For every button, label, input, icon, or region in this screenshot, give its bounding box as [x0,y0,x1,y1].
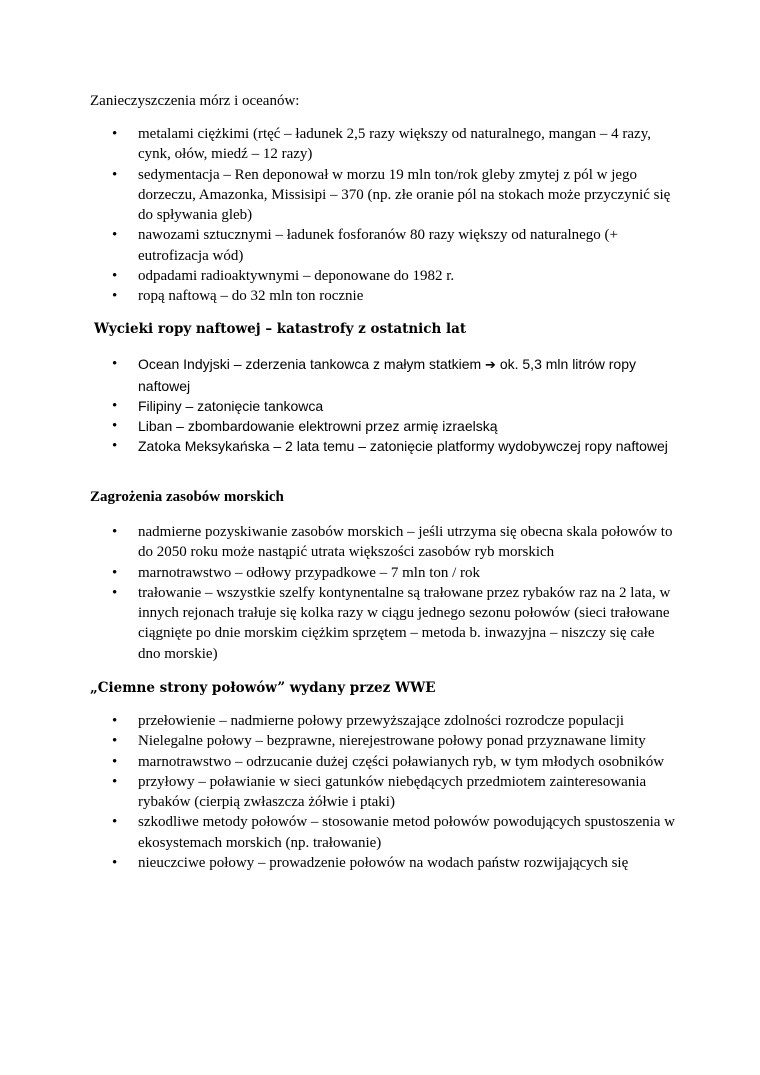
bullet-icon: • [112,814,118,831]
threats-heading: Zagrożenia zasobów morskich [90,489,284,505]
list-item [90,416,680,436]
list-item [90,124,680,165]
list-item-text: odpadami radioaktywnymi – deponowane do 1982 r. [138,268,455,285]
oil-spills-heading: Wycieki ropy naftowej – katastrofy z ostatnich lat [94,321,467,337]
list-item-text: Zatoka Meksykańska – 2 lata temu – zatonięcie platformy wydobywczej ropy naftowej [138,438,668,454]
bullet-icon: • [112,855,118,872]
list-item-text: ropą naftową – do 32 mln ton rocznie [138,288,364,305]
list-item [90,522,680,563]
list-item [90,396,680,416]
list-item-text: Filipiny – zatonięcie tankowca [138,398,324,414]
pollution-list-container [90,124,680,307]
list-item [90,266,680,286]
list-item-text: nieuczciwe połowy – prowadzenie połowów na wodach państw rozwijających się [138,855,629,872]
list-item [90,165,680,226]
list-item [90,225,680,266]
arrow-right-icon: ➔ [485,358,496,373]
list-item [90,583,680,664]
bullet-icon: • [112,584,118,601]
list-item [90,772,680,813]
bullet-icon: • [112,166,118,183]
list-item-text: trałowanie – wszystkie szelfy kontynentalne są trałowane przez rybaków raz na 2 lata, w innych rejonach trałuje się kolka razy w ciągu jednego sezonu połowów (sieci trałowane ciągnięte po dnie morskim ciężkim sprzętem – metoda b. inwazyjna – niszczy się całe dno morskie) [138,584,671,662]
list-item-text: szkodliwe metody połowów – stosowanie metod połowów powodujących spustoszenia w ekosystemach morskich (np. trałowanie) [138,814,676,851]
bullet-icon: • [112,524,118,540]
wwe-heading: „Ciemne strony połowów” wydany przez WWE [90,680,436,696]
list-item-text: Nielegalne połowy – bezprawne, nierejestrowane połowy ponad przyznawane limity [138,733,646,750]
list-item [90,853,680,873]
list-item [90,711,680,731]
bullet-icon: • [112,753,118,770]
bullet-icon: • [112,356,118,372]
bullet-icon: • [112,713,118,729]
list-item-text: Liban – zbombardowanie elektrowni przez armię izraelską [138,418,498,434]
bullet-icon: • [112,418,118,434]
list-item-text: metalami ciężkimi (rtęć – ładunek 2,5 razy większy od naturalnego, mangan – 4 razy, cynk, ołów, miedź – 12 razy) [138,126,651,163]
list-item [90,752,680,772]
bullet-icon: • [112,773,118,790]
list-item [90,731,680,751]
bullet-icon: • [112,564,118,581]
wwe-list [90,711,680,873]
list-item-text: przełowienie – nadmierne połowy przewyższające zdolności rozrodcze populacji [138,713,625,729]
list-item-text: przyłowy – poławianie w sieci gatunków niebędących przedmiotem zainteresowania rybaków (cierpią zwłaszcza żółwie i ptaki) [138,773,647,811]
bullet-icon: • [112,268,118,285]
list-item-text: marnotrawstwo – odrzucanie dużej części poławianych ryb, w tym młodych osobników [138,753,665,770]
intro-title: Zanieczyszczenia mórz i oceanów: [90,93,300,109]
list-item [90,436,680,456]
list-item-text: nadmierne pozyskiwanie zasobów morskich – jeśli utrzyma się obecna skala połowów to do 2050 roku może nastąpić utrata większości zasobów ryb morskich [138,524,673,561]
bullet-icon: • [112,733,118,750]
bullet-icon: • [112,288,118,305]
list-item [90,563,680,583]
threats-list [90,522,680,664]
list-item-text: nawozami sztucznymi – ładunek fosforanów 80 razy większy od naturalnego (+ eutrofizacja wód) [138,227,618,264]
bullet-icon: • [112,227,118,244]
list-item [90,354,680,396]
bullet-icon: • [112,126,118,142]
threats-list-container [90,522,680,664]
pollution-list [90,124,680,307]
list-item-text: marnotrawstwo – odłowy przypadkowe – 7 mln ton / rok [138,564,481,581]
bullet-icon: • [112,438,118,454]
list-item [90,286,680,306]
list-item [90,812,680,853]
list-item-text-before: Ocean Indyjski – zderzenia tankowca z małym statkiem [138,356,482,372]
wwe-list-container [90,711,680,873]
list-item-text-after: ok. 5,3 mln litrów ropy naftowej [138,356,636,394]
list-item-text: sedymentacja – Ren deponował w morzu 19 mln ton/rok gleby zmytej z pól w jego dorzeczu, Amazonka, Missisipi – 370 (np. złe oranie pól na stokach może przyczynić się do spływania gleb) [138,166,671,224]
oil-spills-list-container [90,354,680,456]
bullet-icon: • [112,398,118,414]
oil-spills-list [90,354,680,456]
